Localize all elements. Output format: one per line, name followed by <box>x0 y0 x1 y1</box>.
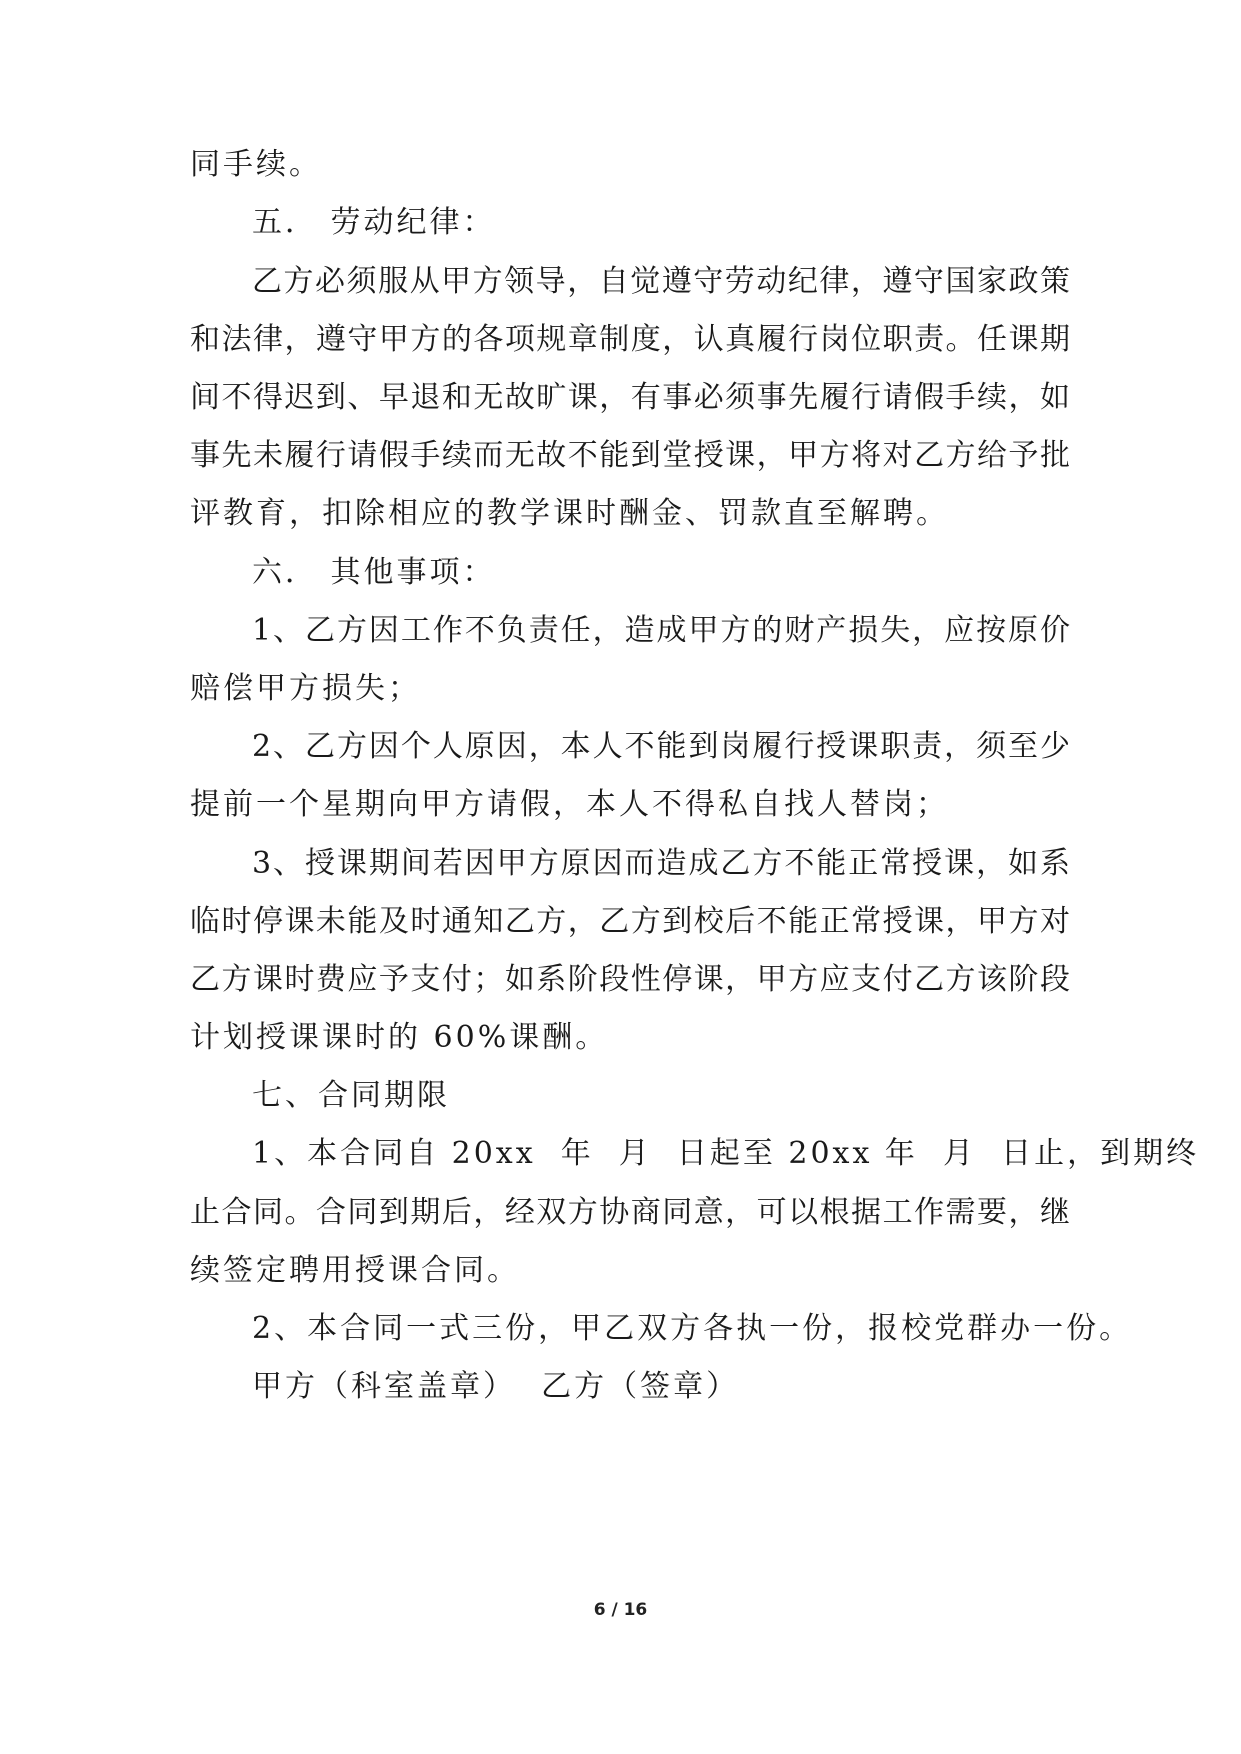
paragraph-line: 乙方课时费应予支付；如系阶段性停课，甲方应支付乙方该阶段 <box>190 962 1070 997</box>
paragraph-line: 提前一个星期向甲方请假，本人不得私自找人替岗； <box>190 787 949 822</box>
paragraph-line: 2、本合同一式三份，甲乙双方各执一份，报校党群办一份。 <box>252 1311 1133 1346</box>
section-heading-other-matters: 六． 其他事项： <box>252 555 496 590</box>
paragraph-line: 乙方必须服从甲方领导，自觉遵守劳动纪律，遵守国家政策 <box>252 264 1070 299</box>
paragraph-line: 事先未履行请假手续而无故不能到堂授课，甲方将对乙方给予批 <box>190 438 1070 473</box>
signature-line: 甲方（科室盖章） 乙方（签章） <box>252 1369 740 1404</box>
paragraph-line: 同手续。 <box>190 147 322 182</box>
paragraph-line: 间不得迟到、早退和无故旷课，有事必须事先履行请假手续，如 <box>190 380 1070 415</box>
paragraph-line: 1、乙方因工作不负责任，造成甲方的财产损失，应按原价 <box>252 613 1070 648</box>
paragraph-line: 赔偿甲方损失； <box>190 671 421 706</box>
paragraph-line: 和法律，遵守甲方的各项规章制度，认真履行岗位职责。任课期 <box>190 322 1070 357</box>
paragraph-line: 临时停课未能及时通知乙方，乙方到校后不能正常授课，甲方对 <box>190 904 1070 939</box>
paragraph-line: 1、本合同自 20xx 年 月 日起至 20xx 年 月 日止，到期终 <box>252 1136 1200 1171</box>
paragraph-line: 3、授课期间若因甲方原因而造成乙方不能正常授课，如系 <box>252 846 1070 881</box>
paragraph-line: 评教育，扣除相应的教学课时酬金、罚款直至解聘。 <box>190 496 949 531</box>
section-heading-labor-discipline: 五． 劳动纪律： <box>252 205 496 240</box>
section-heading-contract-term: 七、合同期限 <box>252 1078 450 1113</box>
paragraph-line: 止合同。合同到期后，经双方协商同意，可以根据工作需要，继 <box>190 1195 1070 1230</box>
paragraph-line: 计划授课课时的 60%课酬。 <box>190 1020 609 1055</box>
page-number: 6 / 16 <box>593 1600 648 1620</box>
paragraph-line: 续签定聘用授课合同。 <box>190 1253 520 1288</box>
paragraph-line: 2、乙方因个人原因，本人不能到岗履行授课职责，须至少 <box>252 729 1070 764</box>
